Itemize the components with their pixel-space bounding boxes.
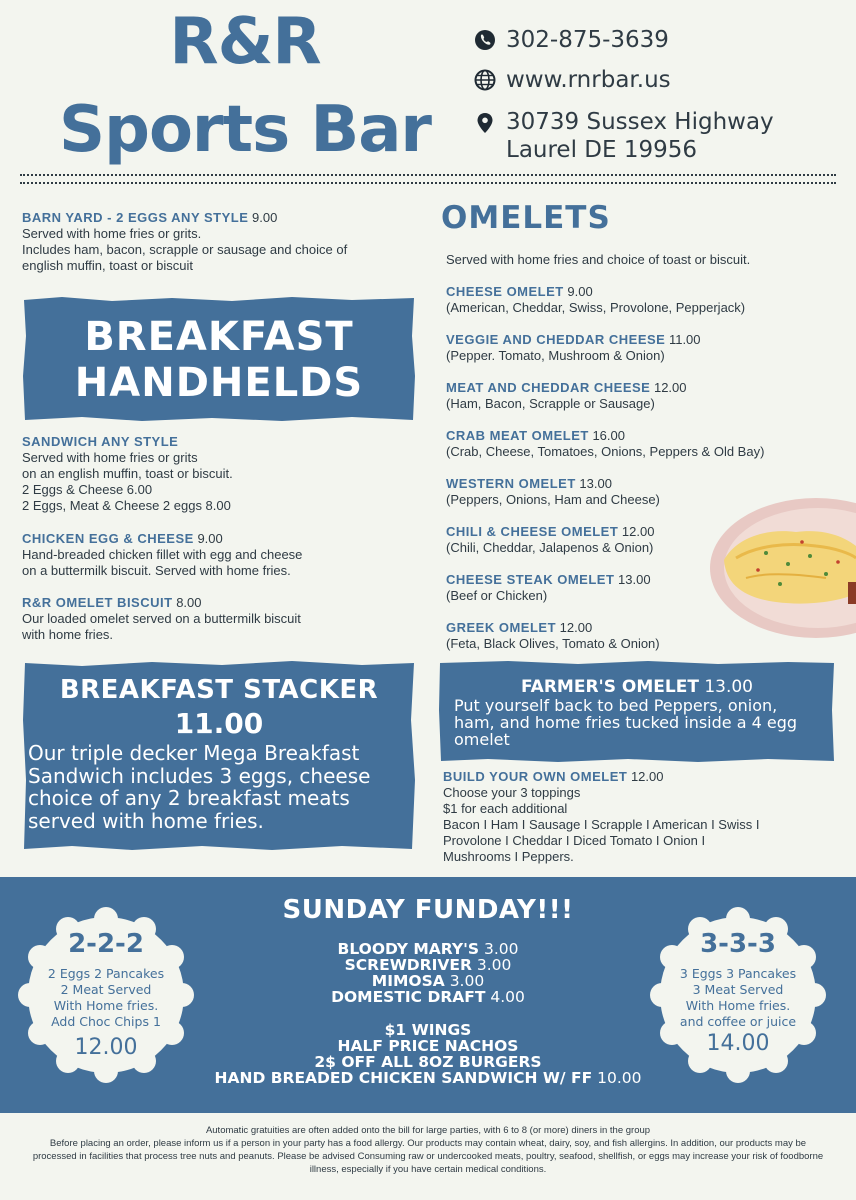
left-badge-title: 2-2-2 [68,929,144,959]
build-omelet-price: 12.00 [630,769,664,784]
omelet-item [446,332,846,364]
omelets-heading: OMELETS [441,200,611,236]
footer-gratuity: Automatic gratuities are often added onto the bill for large parties, with 6 to 8 (or more) diners in the group [205,1125,651,1136]
special-name: 2$ OFF ALL 8OZ BURGERS [314,1053,542,1071]
handheld-item-title: CHICKEN EGG & CHEESE [22,531,194,546]
drink-price: 4.00 [490,988,525,1006]
barn-yard-price: 9.00 [252,210,278,225]
handhelds-banner [22,314,416,406]
farmers-desc: Put yourself back to bed Peppers, onion, ham, and home fries tucked inside a 4 egg omelet [454,696,798,749]
special-name: $1 WINGS [384,1021,472,1039]
drink-name: MIMOSA [371,972,445,990]
omelet-item-title: CHEESE OMELET [446,284,564,299]
handheld-item-title: SANDWICH ANY STYLE [22,434,179,449]
omelet-item [446,620,716,652]
drink-price: 3.00 [476,956,512,974]
right-badge-desc: 3 Eggs 3 Pancakes 3 Meat Served With Home fries. and coffee or juice [679,966,797,1029]
phone-number: 302-875-3639 [506,27,669,53]
omelet-item-desc: (Pepper. Tomato, Mushroom & Onion) [446,348,665,363]
handheld-item-title: R&R OMELET BISCUIT [22,595,173,610]
omelet-item-price: 11.00 [668,332,701,347]
handhelds-banner-line-2: HANDHELDS [74,360,364,406]
farmers-banner [438,677,836,748]
drink-name: BLOODY MARY'S [337,940,480,958]
drink-name: DOMESTIC DRAFT [331,988,486,1006]
barn-yard-title: BARN YARD - 2 EGGS ANY STYLE [22,210,249,225]
footer-disclaimer [30,1124,826,1176]
omelet-item-desc: (Peppers, Onions, Ham and Cheese) [446,492,660,507]
handheld-item [22,595,422,643]
omelet-item-title: GREEK OMELET [446,620,557,635]
farmers-price: 13.00 [704,677,753,697]
footer-allergy: Before placing an order, please inform us if a person in your party has a food allergy. Our products may contain wheat, dairy, soy, and fish allergins. In addition, our products may be processed in facilities that process tree nuts and peanuts. Please be advised Consuming raw or undercooked meats, poultry, seafood, shellfish, or eggs may increase your risk of foodborne illness, especially if you have certain medical conditions. [32,1138,824,1175]
omelet-item [446,572,716,604]
omelet-item-title: CHEESE STEAK OMELET [446,572,615,587]
omelet-item-price: 13.00 [618,572,651,587]
handheld-item-desc: Hand-breaded chicken fillet with egg and cheese on a buttermilk biscuit. Served with home fries. [22,547,303,578]
omelet-item-title: VEGGIE AND CHEDDAR CHEESE [446,332,666,347]
title-line-2: Sports Bar [59,93,431,167]
omelet-item-desc: (Chili, Cheddar, Jalapenos & Onion) [446,540,654,555]
special-name: HALF PRICE NACHOS [337,1037,519,1055]
farmers-title: FARMER'S OMELET [521,677,699,697]
stacker-price: 11.00 [174,707,264,740]
omelet-item-price: 13.00 [579,476,612,491]
right-badge-title: 3-3-3 [700,929,776,959]
omelet-plate-image [706,498,856,644]
left-badge-desc: 2 Eggs 2 Pancakes 2 Meat Served With Home fries. Add Choc Chips 1 [47,966,165,1029]
website-url: www.rnrbar.us [506,67,671,93]
drink-price: 3.00 [483,940,519,958]
handhelds-banner-line-1: BREAKFAST [84,314,354,360]
left-badge [18,928,194,1062]
omelet-item-title: CHILI & CHEESE OMELET [446,524,619,539]
omelet-item-desc: (American, Cheddar, Swiss, Provolone, Pepperjack) [446,300,746,315]
drink-name: SCREWDRIVER [344,956,472,974]
omelet-item-desc: (Feta, Black Olives, Tomato & Onion) [446,636,660,651]
globe-icon [474,69,496,91]
omelet-item [446,380,846,412]
omelet-item-price: 16.00 [592,428,625,443]
phone-icon [474,29,496,51]
stacker-banner [22,674,416,832]
build-omelet-item [443,769,843,865]
handheld-item [22,531,422,579]
handheld-item-desc: Served with home fries or grits on an english muffin, toast or biscuit. 2 Eggs & Cheese 6.00 2 Eggs, Meat & Cheese 2 eggs 8.00 [22,450,233,513]
stacker-title: BREAKFAST STACKER [59,675,379,705]
build-omelet-title: BUILD YOUR OWN OMELET [443,769,628,784]
title-line-1: R&R [169,5,321,79]
stacker-desc: Our triple decker Mega Breakfast Sandwich includes 3 eggs, cheese choice of any 2 breakfast meats served with home fries. [28,741,371,833]
handheld-item-desc: Our loaded omelet served on a buttermilk biscuit with home fries. [22,611,301,642]
omelet-item [446,524,716,556]
location-pin-icon [474,112,496,134]
right-badge [650,928,826,1058]
barn-yard-desc: Served with home fries or grits. Includes ham, bacon, scrapple or sausage and choice of english muffin, toast or biscuit [22,226,348,273]
omelet-item [446,428,846,460]
omelet-item-desc: (Ham, Bacon, Scrapple or Sausage) [446,396,655,411]
omelet-item-title: CRAB MEAT OMELET [446,428,589,443]
special-price: 10.00 [597,1069,642,1087]
handheld-item-price: 8.00 [176,595,202,610]
omelet-item [446,284,846,316]
omelet-item-desc: (Crab, Cheese, Tomatoes, Onions, Peppers & Old Bay) [446,444,765,459]
header-divider [20,174,836,184]
omelet-item-title: MEAT AND CHEDDAR CHEESE [446,380,651,395]
special-name: HAND BREADED CHICKEN SANDWICH W/ FF [214,1069,593,1087]
address-line-1: 30739 Sussex Highway [506,109,774,135]
omelets-intro: Served with home fries and choice of toast or biscuit. [446,252,751,267]
build-omelet-desc: Choose your 3 toppings $1 for each additional Bacon I Ham I Sausage I Scrapple I American I Swiss I Provolone I Cheddar I Diced Tomato I Onion I Mushrooms I Peppers. [443,785,760,864]
omelet-item-price: 12.00 [621,524,655,539]
drink-price: 3.00 [449,972,485,990]
omelet-item-title: WESTERN OMELET [446,476,576,491]
address-line-2: Laurel DE 19956 [506,137,698,163]
sunday-heading: SUNDAY FUNDAY!!! [282,895,574,925]
handheld-item [22,434,422,514]
restaurant-title [40,5,450,167]
omelet-item [446,476,716,508]
left-badge-price: 12.00 [74,1035,138,1060]
right-badge-price: 14.00 [706,1031,770,1056]
omelet-item-desc: (Beef or Chicken) [446,588,548,603]
omelet-item-price: 12.00 [653,380,687,395]
omelet-item-price: 9.00 [567,284,593,299]
barn-yard-item [22,210,422,274]
address-contact [474,108,814,164]
handheld-item-price: 9.00 [197,531,223,546]
omelet-item-price: 12.00 [559,620,593,635]
